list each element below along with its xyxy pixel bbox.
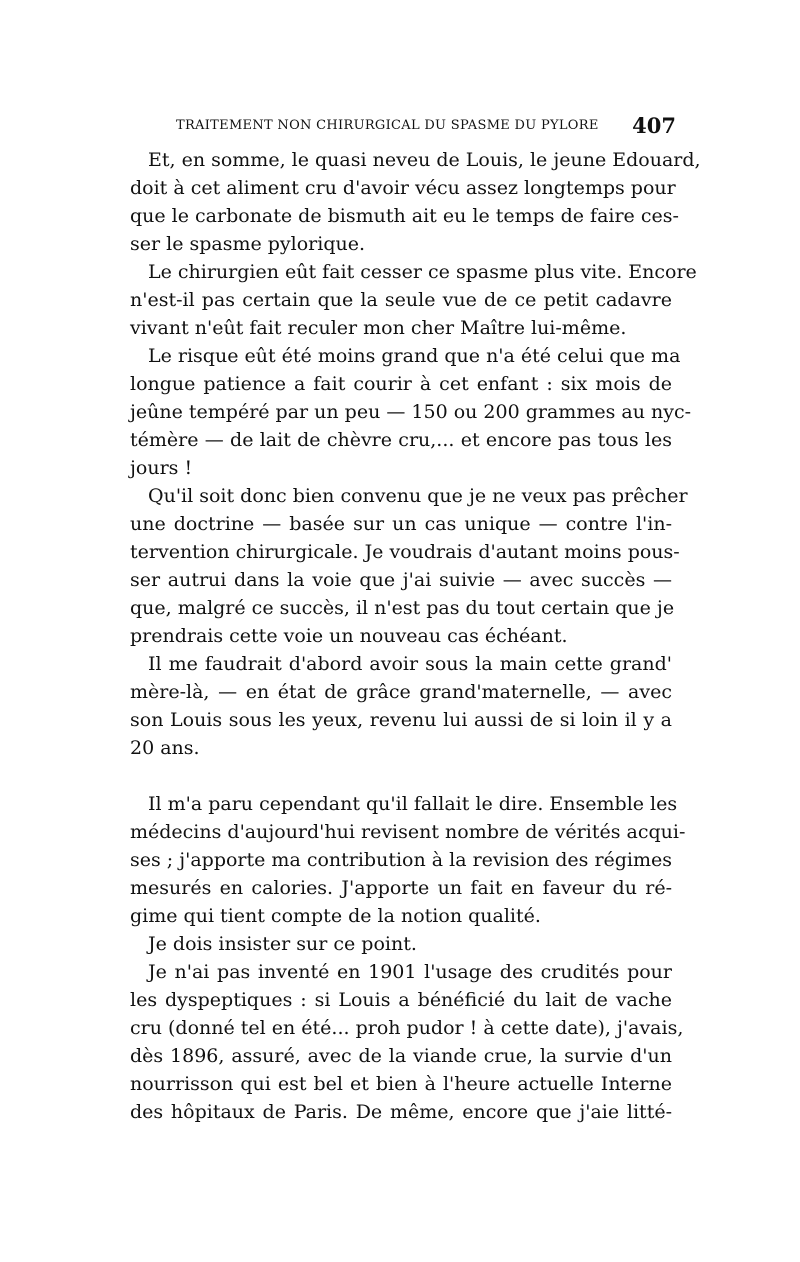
text-line: que, malgré ce succès, il n'est pas du tout certain que je xyxy=(130,597,675,619)
text-line: Je n'ai pas inventé en 1901 l'usage des crudités pour xyxy=(148,961,672,983)
text-line: Et, en somme, le quasi neveu de Louis, le jeune Edouard, xyxy=(148,149,701,171)
text-line: 20 ans. xyxy=(130,737,200,759)
paragraph xyxy=(130,146,701,258)
text-line: prendrais cette voie un nouveau cas échéant. xyxy=(130,625,568,647)
body-text xyxy=(130,146,701,1126)
text-line: médecins d'aujourd'hui revisent nombre de vérités acqui- xyxy=(130,821,686,843)
text-line: jours ! xyxy=(130,457,193,479)
running-head xyxy=(176,114,676,144)
text-line: que le carbonate de bismuth ait eu le temps de faire ces- xyxy=(130,205,679,227)
text-line: une doctrine — basée sur un cas unique — contre l'in- xyxy=(130,513,672,535)
paragraph xyxy=(130,930,672,958)
text-line: Il me faudrait d'abord avoir sous la main cette grand' xyxy=(148,653,672,675)
page-number: 407 xyxy=(632,113,676,138)
text-line: mère-là, — en état de grâce grand'maternelle, — avec xyxy=(130,681,672,703)
text-line: doit à cet aliment cru d'avoir vécu assez longtemps pour xyxy=(130,177,676,199)
text-line: Le risque eût été moins grand que n'a été celui que ma xyxy=(148,345,681,367)
paragraph xyxy=(130,482,688,650)
text-line: les dyspeptiques : si Louis a bénéficié du lait de vache xyxy=(130,989,672,1011)
text-line: cru (donné tel en été... proh pudor ! à cette date), j'avais, xyxy=(130,1017,684,1039)
text-line: Le chirurgien eût fait cesser ce spasme plus vite. Encore xyxy=(148,261,697,283)
text-line: gime qui tient compte de la notion qualité. xyxy=(130,905,541,927)
text-line: jeûne tempéré par un peu — 150 ou 200 grammes au nyc- xyxy=(130,401,692,423)
text-line: Je dois insister sur ce point. xyxy=(148,933,417,955)
paragraph xyxy=(130,790,686,930)
text-line: tervention chirurgicale. Je voudrais d'autant moins pous- xyxy=(130,541,680,563)
paragraph xyxy=(130,258,697,342)
text-line: longue patience a fait courir à cet enfant : six mois de xyxy=(130,373,672,395)
paragraph xyxy=(130,342,692,482)
text-line: Il m'a paru cependant qu'il fallait le dire. Ensemble les xyxy=(148,793,678,815)
text-line: témère — de lait de chèvre cru,... et encore pas tous les xyxy=(130,429,672,451)
text-line: ser le spasme pylorique. xyxy=(130,233,366,255)
text-line: n'est-il pas certain que la seule vue de ce petit cadavre xyxy=(130,289,672,311)
text-line: mesurés en calories. J'apporte un fait en faveur du ré- xyxy=(130,877,672,899)
text-line: dès 1896, assuré, avec de la viande crue, la survie d'un xyxy=(130,1045,672,1067)
text-line: vivant n'eût fait reculer mon cher Maître lui-même. xyxy=(130,317,627,339)
text-line: ser autrui dans la voie que j'ai suivie — avec succès — xyxy=(130,569,672,591)
text-line: des hôpitaux de Paris. De même, encore que j'aie litté- xyxy=(130,1101,672,1123)
text-line: son Louis sous les yeux, revenu lui aussi de si loin il y a xyxy=(130,709,672,731)
text-line: nourrisson qui est bel et bien à l'heure actuelle Interne xyxy=(130,1073,672,1095)
text-line: ses ; j'apporte ma contribution à la revision des régimes xyxy=(130,849,673,871)
text-line: Qu'il soit donc bien convenu que je ne veux pas prêcher xyxy=(148,485,688,507)
running-title: TRAITEMENT NON CHIRURGICAL DU SPASME DU PYLORE xyxy=(176,118,599,133)
paragraph xyxy=(130,958,684,1126)
paragraph xyxy=(130,650,672,762)
